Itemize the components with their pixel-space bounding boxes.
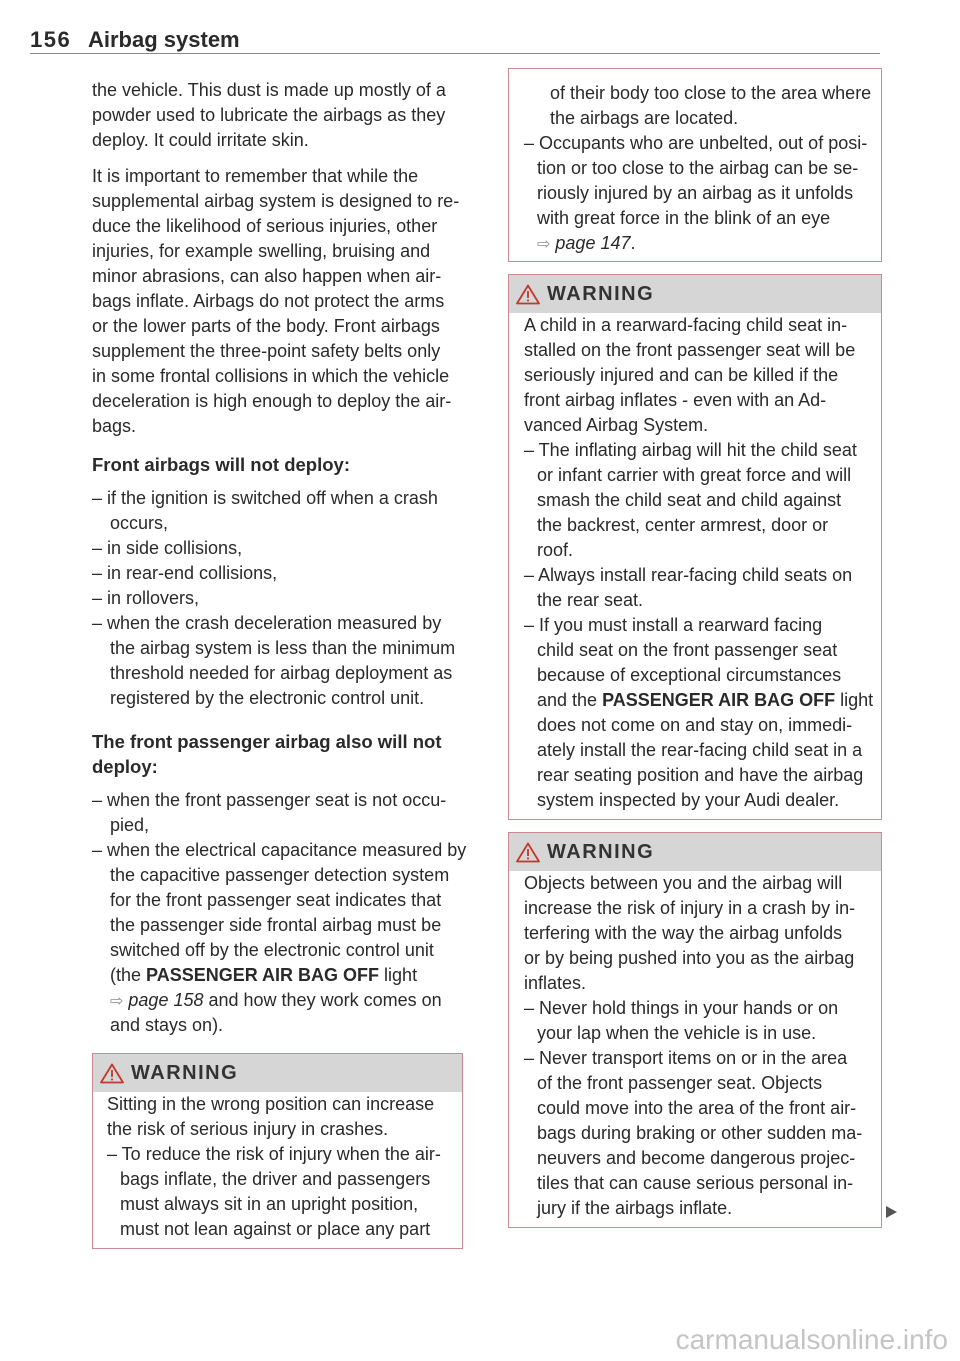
page-reference: page 147 — [550, 233, 631, 253]
list-item — [92, 486, 472, 536]
continue-next-page-arrow-icon — [886, 1206, 897, 1218]
text-line: jury if the airbags inflate. — [537, 1198, 733, 1218]
text-line: the airbag system is less than the minimum — [110, 638, 456, 658]
text-line: duce the likelihood of serious injuries, other — [92, 216, 438, 236]
continued-list-item — [524, 81, 871, 131]
paragraph — [524, 313, 871, 438]
text-line: tion or too close to the airbag can be se- — [537, 158, 859, 178]
list-item — [524, 996, 871, 1046]
list-item — [92, 838, 472, 1038]
text-line: – Occupants who are unbelted, out of posi- — [524, 133, 868, 153]
text-line: of the front passenger seat. Objects — [537, 1073, 823, 1093]
reference-arrow-icon: ⇨ — [110, 991, 124, 1010]
text-line: inflates. — [524, 973, 587, 993]
text-line: – To reduce the risk of injury when the air- — [107, 1144, 441, 1164]
text-line: – when the electrical capacitance measured by — [92, 840, 467, 860]
text-line: because of exceptional circumstances — [537, 665, 842, 685]
text-line: child seat on the front passenger seat — [537, 640, 838, 660]
paragraph — [524, 871, 871, 996]
text-line: and stays on). — [110, 1015, 224, 1035]
warning-title: WARNING — [131, 1062, 239, 1084]
left-column-text — [92, 78, 472, 1056]
text-line: your lap when the vehicle is in use. — [537, 1023, 817, 1043]
text-line: powder used to lubricate the airbags as they — [92, 105, 446, 125]
paragraph — [92, 164, 472, 439]
text-line: in some frontal collisions in which the vehicle — [92, 366, 450, 386]
bullet-list — [524, 996, 871, 1221]
text-line: the risk of serious injury in crashes. — [107, 1119, 389, 1139]
text-line: – when the front passenger seat is not occu- — [92, 790, 447, 810]
text-run: and the — [537, 690, 603, 710]
bullet-list — [92, 788, 472, 1038]
page-number: 156 — [30, 27, 72, 52]
text-line: switched off by the electronic control unit — [110, 940, 434, 960]
header-divider — [30, 53, 880, 54]
warning-box — [92, 1053, 463, 1249]
text-line: Sitting in the wrong position can increase — [107, 1094, 435, 1114]
bullet-list — [524, 131, 871, 256]
text-line: supplemental airbag system is designed to re- — [92, 191, 460, 211]
list-item — [92, 586, 472, 611]
bullet-list — [92, 486, 472, 711]
list-item — [524, 438, 871, 563]
text-line — [524, 688, 874, 713]
text-line: pied, — [110, 815, 150, 835]
warning-box — [508, 274, 882, 820]
text-line: the backrest, center armrest, door or — [537, 515, 829, 535]
text-line: deploy. It could irritate skin. — [92, 130, 309, 150]
text-line: bags during braking or other sudden ma- — [537, 1123, 863, 1143]
paragraph — [92, 78, 472, 153]
text-line: or the lower parts of the body. Front airbags — [92, 316, 440, 336]
text-line: A child in a rearward-facing child seat in- — [524, 315, 848, 335]
watermark: carmanualsonline.info — [675, 1324, 948, 1355]
list-item — [524, 131, 871, 256]
text-line: threshold needed for airbag deployment as — [110, 663, 453, 683]
text-line: – in rear-end collisions, — [92, 563, 278, 583]
bold-label: PASSENGER AIR BAG OFF — [146, 965, 380, 985]
text-line: vanced Airbag System. — [524, 415, 709, 435]
list-item — [92, 561, 472, 586]
text-line: – The inflating airbag will hit the child seat — [524, 440, 857, 460]
text-line: bags inflate. Airbags do not protect the arms — [92, 291, 445, 311]
text-line: the airbags are located. — [550, 108, 739, 128]
text-line: seriously injured and can be killed if the — [524, 365, 839, 385]
continued-warning-body — [509, 69, 881, 261]
text-line: the rear seat. — [537, 590, 644, 610]
text-run: light — [379, 965, 418, 985]
list-item — [107, 1142, 452, 1242]
text-line: neuvers and become dangerous projec- — [537, 1148, 856, 1168]
text-line: – Never hold things in your hands or on — [524, 998, 839, 1018]
warning-triangle-icon — [100, 1063, 124, 1084]
text-line: stalled on the front passenger seat will be — [524, 340, 856, 360]
text-run: and how they work comes on — [203, 990, 442, 1010]
warning-header — [93, 1054, 462, 1092]
text-line: could move into the area of the front air- — [537, 1098, 857, 1118]
text-run: light — [835, 690, 874, 710]
text-run: (the — [110, 965, 147, 985]
bold-label: PASSENGER AIR BAG OFF — [602, 690, 836, 710]
section-heading — [92, 452, 472, 477]
text-line: It is important to remember that while the — [92, 166, 419, 186]
text-line: – Always install rear-facing child seats on — [524, 565, 853, 585]
list-item — [92, 536, 472, 561]
text-line: the passenger side frontal airbag must be — [110, 915, 442, 935]
list-item — [92, 611, 472, 711]
text-line: ately install the rear-facing child seat in a — [537, 740, 863, 760]
warning-title: WARNING — [547, 841, 655, 863]
text-line: riously injured by an airbag as it unfolds — [537, 183, 854, 203]
text-line: system inspected by your Audi dealer. — [537, 790, 840, 810]
text-line: does not come on and stay on, immedi- — [537, 715, 853, 735]
text-line — [524, 231, 871, 256]
list-item — [524, 613, 874, 813]
text-line: bags inflate, the driver and passengers — [120, 1169, 431, 1189]
text-line: or infant carrier with great force and will — [537, 465, 852, 485]
text-line: occurs, — [110, 513, 169, 533]
text-line: The front passenger airbag also will not — [92, 731, 442, 752]
list-item — [524, 1046, 871, 1221]
text-line: terfering with the way the airbag unfolds — [524, 923, 843, 943]
text-line: – Never transport items on or in the area — [524, 1048, 848, 1068]
reference-arrow-icon: ⇨ — [537, 234, 551, 253]
text-line: tiles that can cause serious personal in- — [537, 1173, 854, 1193]
text-line: front airbag inflates - even with an Ad- — [524, 390, 827, 410]
warning-header — [509, 275, 881, 313]
page-reference: page 158 — [123, 990, 204, 1010]
list-item — [524, 563, 871, 613]
warning-body — [509, 871, 881, 1227]
text-line: must always sit in an upright position, — [120, 1194, 419, 1214]
text-line: rear seating position and have the airbag — [537, 765, 864, 785]
text-line: – in rollovers, — [92, 588, 200, 608]
warning-header — [509, 833, 881, 871]
text-line: – if the ignition is switched off when a crash — [92, 488, 438, 508]
text-line: the capacitive passenger detection system — [110, 865, 450, 885]
text-line: bags. — [92, 416, 137, 436]
text-line: for the front passenger seat indicates that — [110, 890, 442, 910]
text-line: – If you must install a rearward facing — [524, 615, 823, 635]
text-line: of their body too close to the area where — [550, 83, 872, 103]
text-line: – in side collisions, — [92, 538, 243, 558]
text-line: increase the risk of injury in a crash by in- — [524, 898, 856, 918]
text-line: the vehicle. This dust is made up mostly of a — [92, 80, 446, 100]
bullet-list — [524, 438, 874, 813]
text-line: – when the crash deceleration measured by — [92, 613, 442, 633]
section-heading — [92, 729, 472, 779]
warning-body — [93, 1092, 462, 1248]
warning-title: WARNING — [547, 283, 655, 305]
text-line: deploy: — [92, 756, 158, 777]
continued-warning-box — [508, 68, 882, 262]
section-title: Airbag system — [88, 27, 240, 52]
text-line: Objects between you and the airbag will — [524, 873, 843, 893]
bullet-list — [107, 1142, 452, 1242]
text-line: minor abrasions, can also happen when air- — [92, 266, 442, 286]
paragraph — [107, 1092, 452, 1142]
text-line: roof. — [537, 540, 574, 560]
warning-triangle-icon — [516, 284, 540, 305]
text-run: . — [630, 233, 636, 253]
text-line: Front airbags will not deploy: — [92, 454, 350, 475]
warning-box — [508, 832, 882, 1228]
text-line — [92, 988, 472, 1013]
list-item — [92, 788, 472, 838]
warning-triangle-icon — [516, 842, 540, 863]
text-line: or by being pushed into you as the airbag — [524, 948, 855, 968]
text-line: must not lean against or place any part — [120, 1219, 431, 1239]
text-line: deceleration is high enough to deploy the air- — [92, 391, 452, 411]
text-line: with great force in the blink of an eye — [537, 208, 831, 228]
text-line: supplement the three-point safety belts only — [92, 341, 441, 361]
text-line — [92, 963, 472, 988]
warning-body — [509, 313, 881, 819]
text-line: registered by the electronic control unit. — [110, 688, 425, 708]
text-line: injuries, for example swelling, bruising and — [92, 241, 431, 261]
text-line: smash the child seat and child against — [537, 490, 842, 510]
